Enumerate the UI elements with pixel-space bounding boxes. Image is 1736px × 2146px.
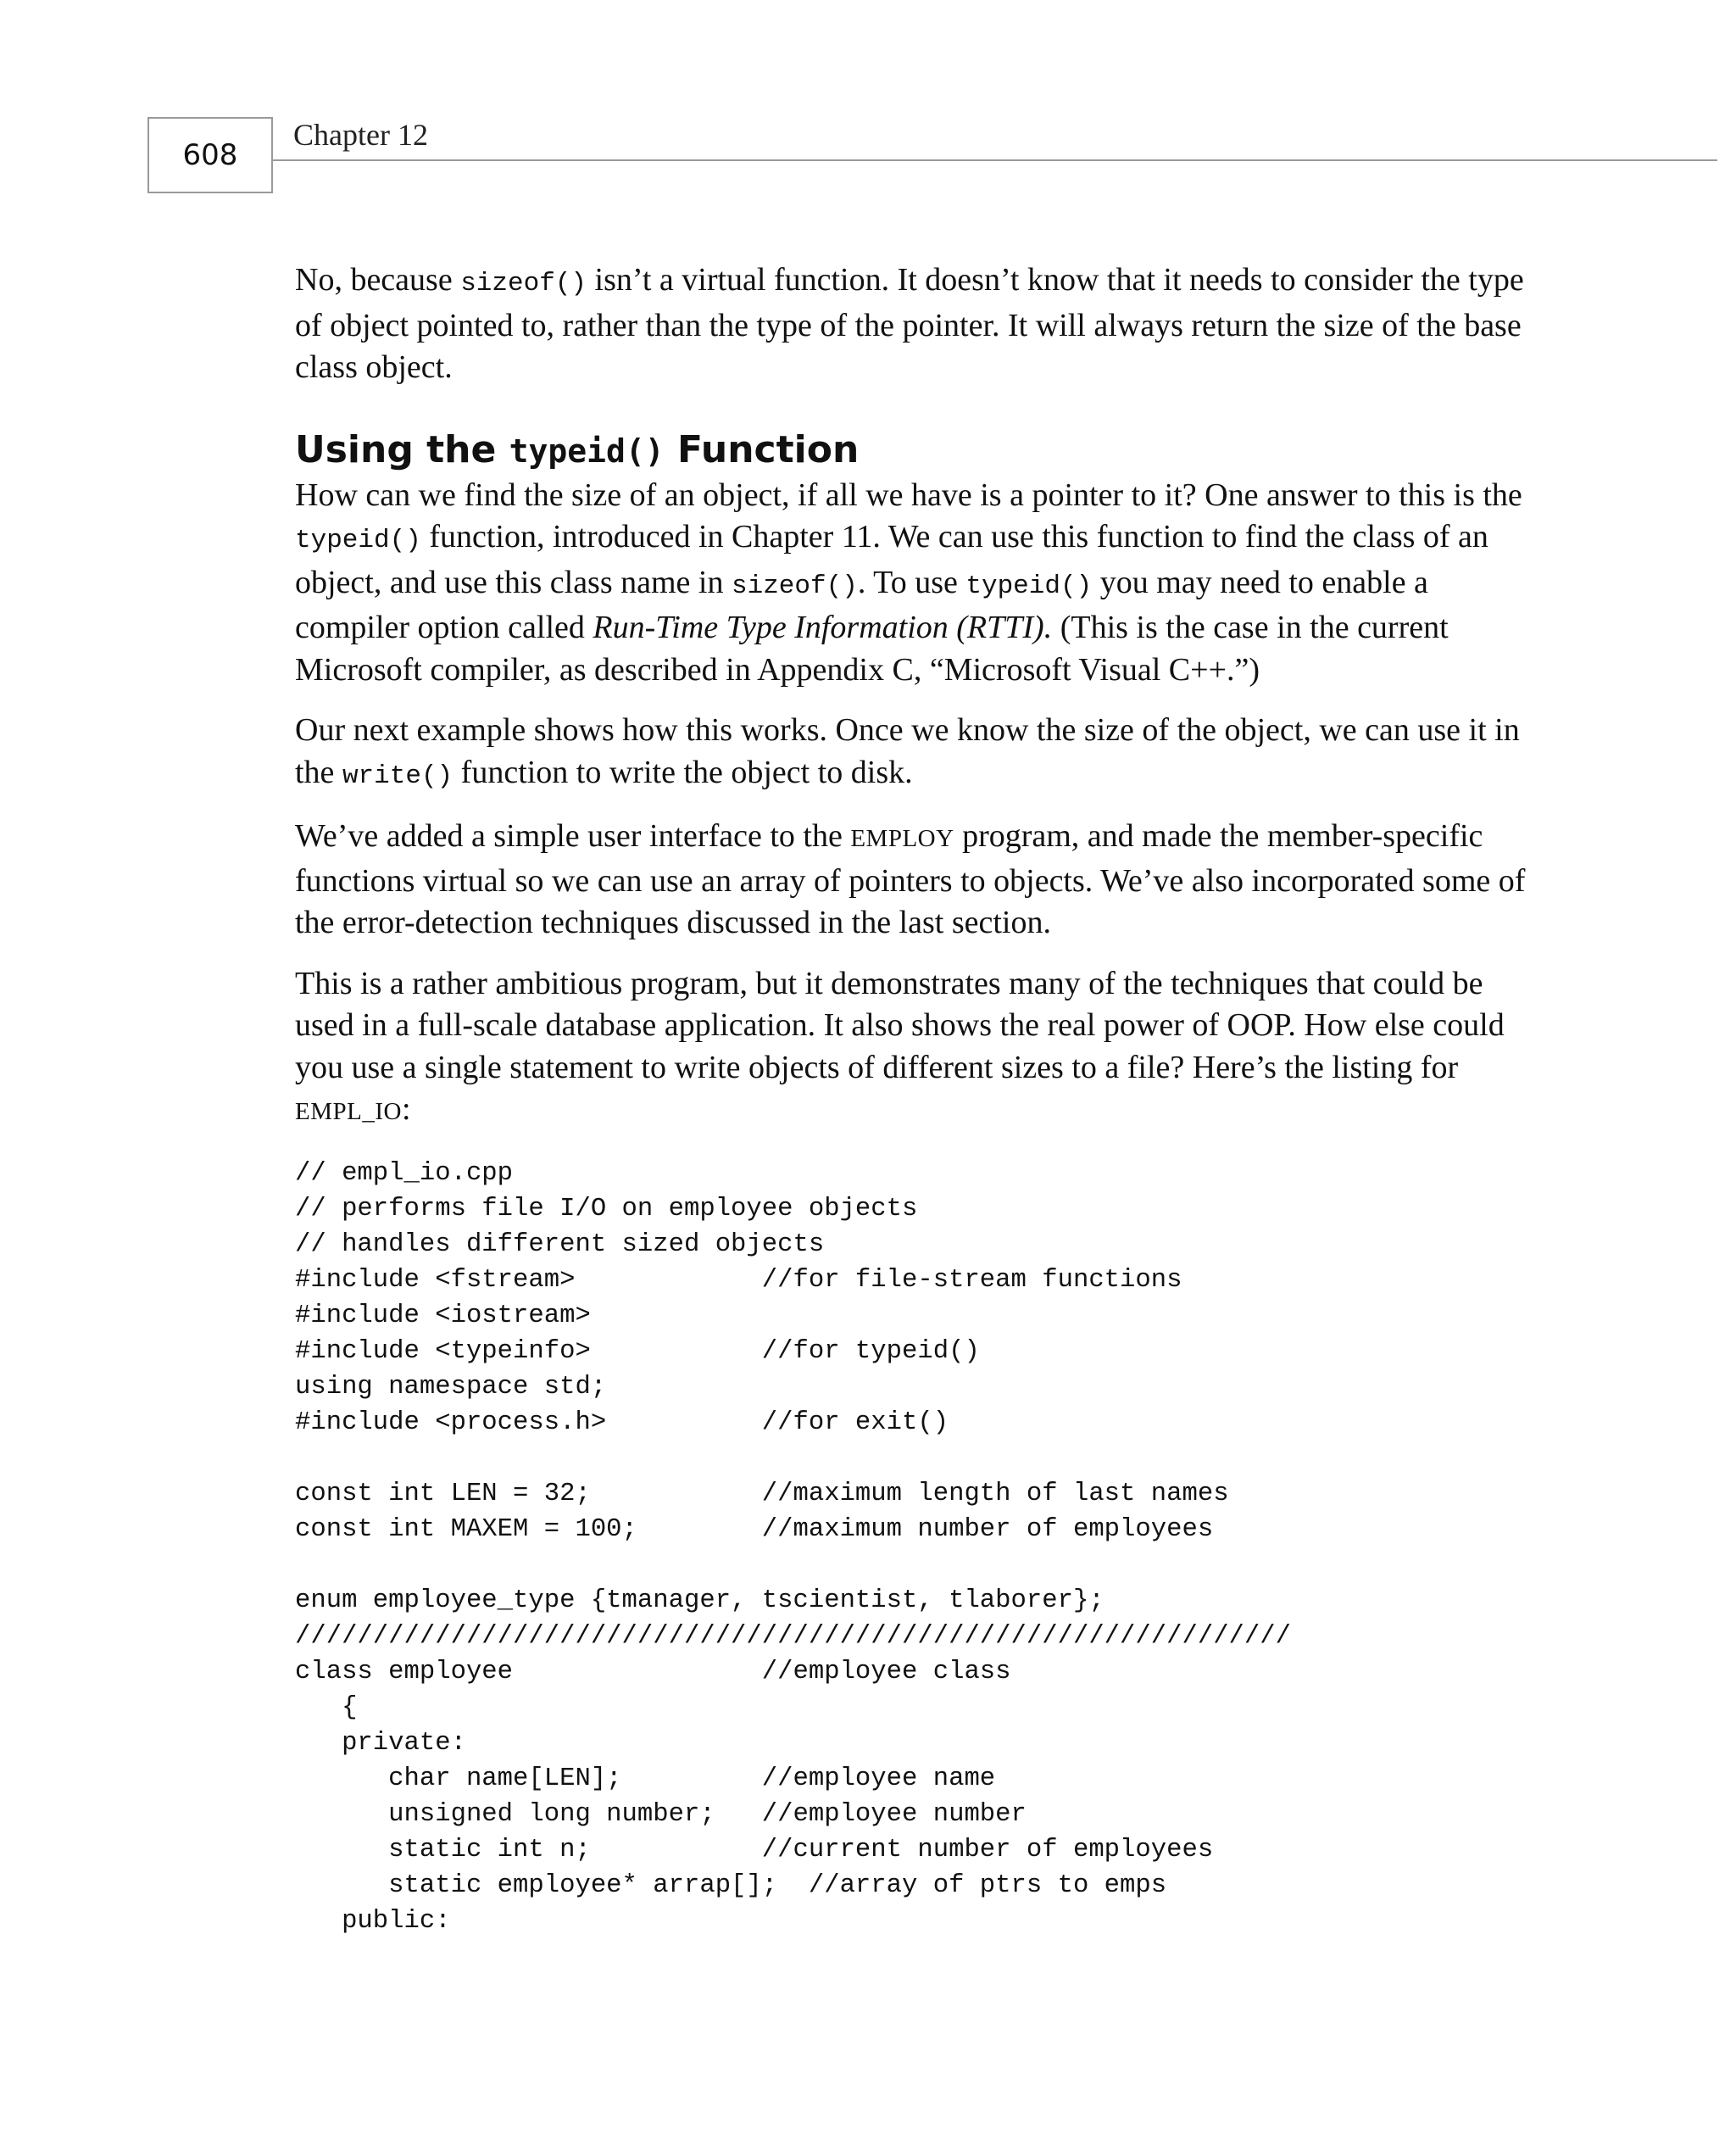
header-rule [273,159,1717,161]
text-run: function to write the object to disk. [453,754,913,790]
paragraph-ambitious [295,963,1546,1134]
paragraph-user-interface [295,816,1546,945]
text-run: you may need to enable a compiler option called [295,564,1428,645]
text-run: function, introduced in Chapter 11. We can use this function to find the class of an object, and use this class name in [295,519,1488,600]
program-name: EMPL_IO [295,1098,402,1125]
program-name: EMPLOY [850,825,954,852]
paragraph-typeid [295,475,1546,692]
heading-text: Function [664,427,860,471]
text-run: : [401,1091,411,1127]
chapter-label: Chapter 12 [293,118,428,152]
text-run: isn’t a virtual function. It doesn’t know that it needs to consider the type of object pointed to, rather than the type of the pointer. It will always return the size of the base class object. [295,262,1524,385]
text-run: program, and made the member-specific functions virtual so we can use an array of pointers to objects. We’ve also incorporated some of the error-detection techniques discussed in the last section. [295,818,1526,940]
text-run: (This is the case in the current Microsoft compiler, as described in Appendix C, “Microsoft Visual C++.”) [295,610,1449,688]
inline-code: typeid() [295,526,421,555]
inline-code: sizeof() [732,571,858,601]
text-run: This is a rather ambitious program, but it demonstrates many of the techniques that could be used in a full-scale database application. It also shows the real power of OOP. How else could you use a single statement to write objects of different sizes to a file? Here’s the listing for [295,965,1505,1085]
section-heading [295,426,1546,475]
page-content [295,259,1546,1939]
inline-code: typeid() [965,571,1093,601]
paragraph-next-example [295,710,1546,797]
inline-code: sizeof() [460,269,587,298]
paragraph-sizeof [295,259,1546,389]
page-number: 608 [147,117,273,193]
inline-code: write() [342,761,453,791]
text-run: . To use [857,564,966,600]
text-run: No, because [295,262,461,298]
heading-code: typeid() [509,432,665,470]
heading-text: Using the [295,427,509,471]
italic-term: Run-Time Type Information (RTTI). [593,610,1053,645]
code-listing: // empl_io.cpp // performs file I/O on employee objects // handles different sized objects #include <fstream> //for file-stream functions #include <iostream> #include <typeinfo> //for typeid() using namespace std; #include <process.h> //for exit() const int LEN = 32; //maximum length of last names const int MAXEM = 100; //maximum number of employees enum employee_type {tmanager, tscientist, tlaborer}; //////////////////////////////////////////////////////////////// class employee //employee class { private: char name[LEN]; //employee name unsigned long number; //employee number static int n; //current number of employees static employee* arrap[]; //array of ptrs to emps public: [295,1158,1291,1936]
text-run: Our next example shows how this works. Once we know the size of the object, we can use it in the [295,712,1520,790]
text-run: We’ve added a simple user interface to the [295,818,851,854]
text-run: How can we find the size of an object, if all we have is a pointer to it? One answer to this is the [295,477,1522,513]
